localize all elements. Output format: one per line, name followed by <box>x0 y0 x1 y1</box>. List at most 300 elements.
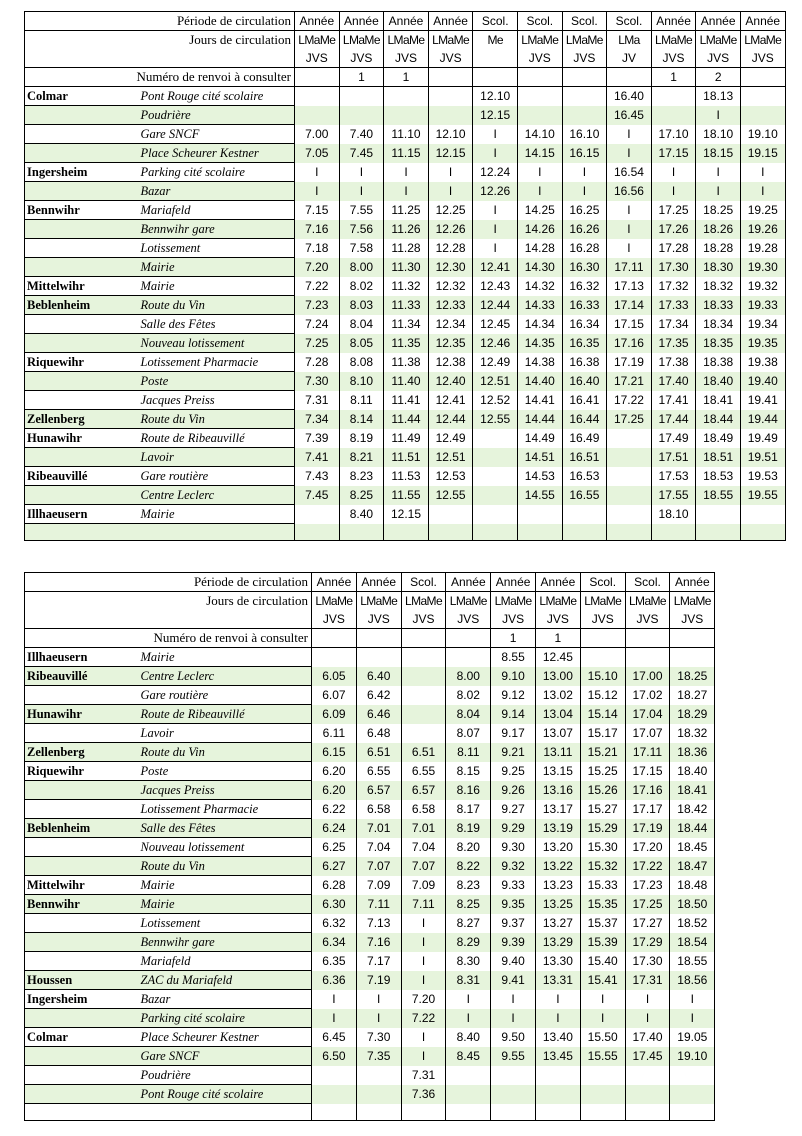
time-cell: 18.13 <box>696 87 741 106</box>
time-cell: 12.15 <box>428 144 473 163</box>
stop-row <box>25 467 786 486</box>
time-cell <box>670 648 715 667</box>
stop-row <box>25 705 715 724</box>
town-name <box>25 724 137 743</box>
town-name: Ingersheim <box>25 990 137 1009</box>
time-cell: 7.00 <box>295 125 340 144</box>
time-cell: 14.10 <box>517 125 562 144</box>
time-cell: I <box>491 1009 536 1028</box>
time-cell: 18.45 <box>670 838 715 857</box>
town-name: Mittelwihr <box>25 277 137 296</box>
stop-row <box>25 971 715 990</box>
time-cell: 18.35 <box>696 334 741 353</box>
stop-row <box>25 334 786 353</box>
days-cell-2: JVS <box>339 49 384 68</box>
days-cell: LMaMe <box>670 592 715 611</box>
time-cell: 17.34 <box>651 315 696 334</box>
time-cell <box>607 429 652 448</box>
time-cell <box>312 1085 357 1104</box>
time-cell: I <box>401 971 446 990</box>
time-cell: 17.49 <box>651 429 696 448</box>
time-cell: 17.38 <box>651 353 696 372</box>
time-cell: 11.28 <box>384 239 429 258</box>
town-name <box>25 391 137 410</box>
time-cell: 9.21 <box>491 743 536 762</box>
time-cell: 19.15 <box>740 144 785 163</box>
time-cell: 15.25 <box>580 762 625 781</box>
time-cell: 17.25 <box>625 895 670 914</box>
time-cell: 13.19 <box>536 819 581 838</box>
stop-name: Gare SNCF <box>137 1047 312 1066</box>
time-cell <box>473 505 518 524</box>
time-cell: 15.21 <box>580 743 625 762</box>
time-cell: 12.40 <box>428 372 473 391</box>
time-cell: 19.40 <box>740 372 785 391</box>
days-cell: LMaMe <box>446 592 491 611</box>
time-cell: 18.32 <box>696 277 741 296</box>
time-cell: 13.00 <box>536 667 581 686</box>
timetable-outbound <box>24 11 786 541</box>
time-cell: 6.57 <box>401 781 446 800</box>
time-cell <box>651 106 696 125</box>
time-cell: 9.37 <box>491 914 536 933</box>
time-cell: 14.15 <box>517 144 562 163</box>
stop-name: Mairie <box>137 277 295 296</box>
time-cell: 8.19 <box>446 819 491 838</box>
time-cell <box>562 87 607 106</box>
time-cell: 7.22 <box>295 277 340 296</box>
time-cell: I <box>339 182 384 201</box>
time-cell: 12.25 <box>428 201 473 220</box>
time-cell <box>740 505 785 524</box>
time-cell: 8.25 <box>339 486 384 505</box>
stop-row <box>25 743 715 762</box>
time-cell: 17.22 <box>625 857 670 876</box>
time-cell: 16.45 <box>607 106 652 125</box>
time-cell: 17.15 <box>651 144 696 163</box>
time-cell: 13.07 <box>536 724 581 743</box>
time-cell: I <box>607 144 652 163</box>
time-cell <box>562 505 607 524</box>
town-name <box>25 1009 137 1028</box>
time-cell: 16.15 <box>562 144 607 163</box>
time-cell: 11.53 <box>384 467 429 486</box>
time-cell: 9.55 <box>491 1047 536 1066</box>
time-cell: I <box>339 163 384 182</box>
days-row <box>25 31 786 50</box>
period-cell: Année <box>384 12 429 31</box>
time-cell: 14.32 <box>517 277 562 296</box>
time-cell <box>295 106 340 125</box>
period-cell: Année <box>651 12 696 31</box>
time-cell: I <box>401 952 446 971</box>
time-cell: 15.17 <box>580 724 625 743</box>
time-cell: 7.13 <box>356 914 401 933</box>
time-cell: I <box>446 1009 491 1028</box>
time-cell: 12.10 <box>473 87 518 106</box>
time-cell: 8.30 <box>446 952 491 971</box>
days-cell-2: JVS <box>536 610 581 629</box>
stop-row <box>25 667 715 686</box>
days-cell: LMaMe <box>651 31 696 50</box>
time-cell: 8.03 <box>339 296 384 315</box>
town-name <box>25 334 137 353</box>
stop-row <box>25 353 786 372</box>
time-cell <box>356 1066 401 1085</box>
time-cell: 6.36 <box>312 971 357 990</box>
time-cell: 7.16 <box>356 933 401 952</box>
period-cell: Année <box>356 573 401 592</box>
time-cell: 7.23 <box>295 296 340 315</box>
period-cell: Année <box>339 12 384 31</box>
time-cell <box>312 648 357 667</box>
time-cell: 18.55 <box>670 952 715 971</box>
time-cell: 9.27 <box>491 800 536 819</box>
time-cell: 18.27 <box>670 686 715 705</box>
time-cell: 7.30 <box>356 1028 401 1047</box>
time-cell: 17.33 <box>651 296 696 315</box>
time-cell: 7.41 <box>295 448 340 467</box>
time-cell: 18.29 <box>670 705 715 724</box>
time-cell: 16.56 <box>607 182 652 201</box>
time-cell: 8.45 <box>446 1047 491 1066</box>
time-cell: 12.10 <box>428 125 473 144</box>
time-cell: 16.34 <box>562 315 607 334</box>
time-cell: 16.53 <box>562 467 607 486</box>
time-cell: 14.28 <box>517 239 562 258</box>
time-cell: 14.33 <box>517 296 562 315</box>
time-cell: 16.38 <box>562 353 607 372</box>
town-name: Colmar <box>25 1028 137 1047</box>
time-cell <box>473 524 518 541</box>
time-cell <box>401 686 446 705</box>
stop-row <box>25 163 786 182</box>
time-cell <box>562 524 607 541</box>
town-name: Beblenheim <box>25 296 137 315</box>
time-cell <box>536 1104 581 1121</box>
time-cell <box>356 1104 401 1121</box>
time-cell: 18.44 <box>670 819 715 838</box>
time-cell: I <box>696 182 741 201</box>
stop-row <box>25 296 786 315</box>
time-cell: 17.13 <box>607 277 652 296</box>
time-cell: 17.25 <box>651 201 696 220</box>
stop-row <box>25 410 786 429</box>
days-cell: LMaMe <box>740 31 785 50</box>
time-cell: 15.35 <box>580 895 625 914</box>
time-cell: 16.44 <box>562 410 607 429</box>
time-cell: I <box>625 1009 670 1028</box>
time-cell: 6.58 <box>356 800 401 819</box>
time-cell: 12.35 <box>428 334 473 353</box>
time-cell: 8.04 <box>446 705 491 724</box>
town-name <box>25 686 137 705</box>
time-cell: I <box>473 239 518 258</box>
stop-name: Centre Leclerc <box>137 486 295 505</box>
time-cell: 7.55 <box>339 201 384 220</box>
days-cell: LMaMe <box>536 592 581 611</box>
time-cell: 17.35 <box>651 334 696 353</box>
stop-row <box>25 1066 715 1085</box>
time-cell: 7.20 <box>295 258 340 277</box>
period-cell: Scol. <box>607 12 652 31</box>
time-cell <box>536 1066 581 1085</box>
time-cell: 11.49 <box>384 429 429 448</box>
town-name <box>25 448 137 467</box>
time-cell: 8.40 <box>339 505 384 524</box>
time-cell: 6.05 <box>312 667 357 686</box>
time-cell: 7.05 <box>295 144 340 163</box>
time-cell: 6.28 <box>312 876 357 895</box>
town-name <box>25 838 137 857</box>
days-cell: LMa <box>607 31 652 50</box>
time-cell <box>740 524 785 541</box>
time-cell: 11.55 <box>384 486 429 505</box>
town-name: Riquewihr <box>25 353 137 372</box>
time-cell <box>446 1085 491 1104</box>
time-cell: 8.19 <box>339 429 384 448</box>
time-cell: 14.40 <box>517 372 562 391</box>
time-cell: 14.44 <box>517 410 562 429</box>
time-cell: 11.51 <box>384 448 429 467</box>
stop-row <box>25 800 715 819</box>
town-name <box>25 800 137 819</box>
time-cell: 8.17 <box>446 800 491 819</box>
time-cell: 12.46 <box>473 334 518 353</box>
time-cell: 18.30 <box>696 258 741 277</box>
time-cell: 14.41 <box>517 391 562 410</box>
time-cell: 8.31 <box>446 971 491 990</box>
time-cell: 15.40 <box>580 952 625 971</box>
days-cell: LMaMe <box>517 31 562 50</box>
time-cell: 6.11 <box>312 724 357 743</box>
time-cell: 6.51 <box>401 743 446 762</box>
town-name: Hunawihr <box>25 705 137 724</box>
time-cell <box>491 1085 536 1104</box>
time-cell: 12.55 <box>473 410 518 429</box>
time-cell: 8.02 <box>446 686 491 705</box>
renvoi-cell <box>517 68 562 87</box>
stop-row <box>25 1028 715 1047</box>
town-name: Illhaeusern <box>25 648 137 667</box>
time-cell: 19.32 <box>740 277 785 296</box>
time-cell: 6.58 <box>401 800 446 819</box>
days-cell-2: JVS <box>295 49 340 68</box>
time-cell: 17.55 <box>651 486 696 505</box>
stop-name: Mairie <box>137 258 295 277</box>
time-cell: 11.34 <box>384 315 429 334</box>
town-name: Ribeauvillé <box>25 667 137 686</box>
town-name <box>25 781 137 800</box>
time-cell: I <box>312 1009 357 1028</box>
days-cell: LMaMe <box>562 31 607 50</box>
time-cell: 17.19 <box>607 353 652 372</box>
time-cell: 18.49 <box>696 429 741 448</box>
stop-row <box>25 895 715 914</box>
time-cell: 6.27 <box>312 857 357 876</box>
time-cell: 7.22 <box>401 1009 446 1028</box>
time-cell <box>580 1085 625 1104</box>
time-cell: 17.25 <box>607 410 652 429</box>
time-cell: 6.20 <box>312 762 357 781</box>
time-cell: I <box>428 182 473 201</box>
stop-row <box>25 201 786 220</box>
time-cell: 11.44 <box>384 410 429 429</box>
time-cell: 9.41 <box>491 971 536 990</box>
time-cell: I <box>517 163 562 182</box>
time-cell: 7.36 <box>401 1085 446 1104</box>
period-cell: Scol. <box>473 12 518 31</box>
town-name <box>25 125 137 144</box>
stop-name: Salle des Fêtes <box>137 819 312 838</box>
time-cell <box>446 1066 491 1085</box>
time-cell <box>651 524 696 541</box>
days-cell: LMaMe <box>491 592 536 611</box>
renvoi-cell <box>562 68 607 87</box>
stop-row <box>25 686 715 705</box>
stop-name: Mariafeld <box>137 201 295 220</box>
stop-name: Mairie <box>137 876 312 895</box>
time-cell: 9.32 <box>491 857 536 876</box>
stop-name: Poste <box>137 372 295 391</box>
time-cell: 7.19 <box>356 971 401 990</box>
time-cell: 8.07 <box>446 724 491 743</box>
days-cell-2: JVS <box>696 49 741 68</box>
time-cell: 17.23 <box>625 876 670 895</box>
time-cell: 15.33 <box>580 876 625 895</box>
time-cell: 7.09 <box>356 876 401 895</box>
time-cell: 14.35 <box>517 334 562 353</box>
time-cell: 18.15 <box>696 144 741 163</box>
renvoi-row <box>25 629 715 648</box>
time-cell: 11.32 <box>384 277 429 296</box>
stop-row <box>25 239 786 258</box>
time-cell: 14.51 <box>517 448 562 467</box>
time-cell: 13.45 <box>536 1047 581 1066</box>
time-cell: 12.15 <box>384 505 429 524</box>
time-cell <box>670 1066 715 1085</box>
time-cell: 19.38 <box>740 353 785 372</box>
time-cell: I <box>696 106 741 125</box>
time-cell: 7.16 <box>295 220 340 239</box>
stop-name: ZAC du Mariafeld <box>137 971 312 990</box>
time-cell: 14.53 <box>517 467 562 486</box>
time-cell: 9.39 <box>491 933 536 952</box>
time-cell: 18.51 <box>696 448 741 467</box>
time-cell: 6.57 <box>356 781 401 800</box>
time-cell: 18.26 <box>696 220 741 239</box>
time-cell: I <box>607 220 652 239</box>
days-cell-2: JVS <box>562 49 607 68</box>
town-name <box>25 220 137 239</box>
time-cell: 7.09 <box>401 876 446 895</box>
stop-row <box>25 182 786 201</box>
days-cell-2: JVS <box>670 610 715 629</box>
time-cell: 19.53 <box>740 467 785 486</box>
days-label-spacer <box>25 610 312 629</box>
time-cell: 12.15 <box>473 106 518 125</box>
stop-name: Route du Vin <box>137 296 295 315</box>
stop-name <box>137 1104 312 1121</box>
time-cell: 18.44 <box>696 410 741 429</box>
time-cell: 18.41 <box>670 781 715 800</box>
period-cell: Année <box>446 573 491 592</box>
stop-row <box>25 914 715 933</box>
renvoi-cell: 1 <box>384 68 429 87</box>
days-cell-2: JVS <box>312 610 357 629</box>
time-cell: 15.37 <box>580 914 625 933</box>
time-cell <box>356 1085 401 1104</box>
time-cell: 15.12 <box>580 686 625 705</box>
renvoi-cell <box>401 629 446 648</box>
time-cell: 16.32 <box>562 277 607 296</box>
days-cell-2: JVS <box>651 49 696 68</box>
renvoi-cell <box>295 68 340 87</box>
time-cell: 12.55 <box>428 486 473 505</box>
renvoi-cell: 1 <box>651 68 696 87</box>
time-cell <box>446 648 491 667</box>
stop-row <box>25 1104 715 1121</box>
time-cell: 17.11 <box>625 743 670 762</box>
time-cell: 16.40 <box>562 372 607 391</box>
time-cell <box>625 648 670 667</box>
time-cell: 18.48 <box>670 876 715 895</box>
renvoi-cell <box>428 68 473 87</box>
stop-name: Place Scheurer Kestner <box>137 144 295 163</box>
stop-row <box>25 819 715 838</box>
time-cell: 9.12 <box>491 686 536 705</box>
stop-name <box>137 524 295 541</box>
time-cell: 8.55 <box>491 648 536 667</box>
town-name: Illhaeusern <box>25 505 137 524</box>
time-cell: I <box>562 182 607 201</box>
stop-name: Gare SNCF <box>137 125 295 144</box>
time-cell: 13.20 <box>536 838 581 857</box>
stop-name: Place Scheurer Kestner <box>137 1028 312 1047</box>
time-cell: 19.41 <box>740 391 785 410</box>
period-row <box>25 12 786 31</box>
stop-row <box>25 486 786 505</box>
days-cell: LMaMe <box>312 592 357 611</box>
time-cell: 18.34 <box>696 315 741 334</box>
time-cell: 12.45 <box>473 315 518 334</box>
time-cell: I <box>295 182 340 201</box>
stop-row <box>25 933 715 952</box>
renvoi-cell <box>446 629 491 648</box>
time-cell: 14.26 <box>517 220 562 239</box>
time-cell: I <box>740 182 785 201</box>
period-label: Période de circulation <box>25 573 312 592</box>
time-cell: 6.48 <box>356 724 401 743</box>
days-row-2 <box>25 610 715 629</box>
time-cell: 14.38 <box>517 353 562 372</box>
time-cell: 6.55 <box>401 762 446 781</box>
time-cell: 17.40 <box>625 1028 670 1047</box>
time-cell: 11.10 <box>384 125 429 144</box>
time-cell: I <box>473 220 518 239</box>
time-cell: 19.05 <box>670 1028 715 1047</box>
time-cell: 14.34 <box>517 315 562 334</box>
time-cell: 19.30 <box>740 258 785 277</box>
time-cell: 19.34 <box>740 315 785 334</box>
town-name: Houssen <box>25 971 137 990</box>
stop-row <box>25 724 715 743</box>
town-name <box>25 1066 137 1085</box>
time-cell: 13.30 <box>536 952 581 971</box>
time-cell <box>295 505 340 524</box>
time-cell <box>401 724 446 743</box>
time-cell: 17.26 <box>651 220 696 239</box>
